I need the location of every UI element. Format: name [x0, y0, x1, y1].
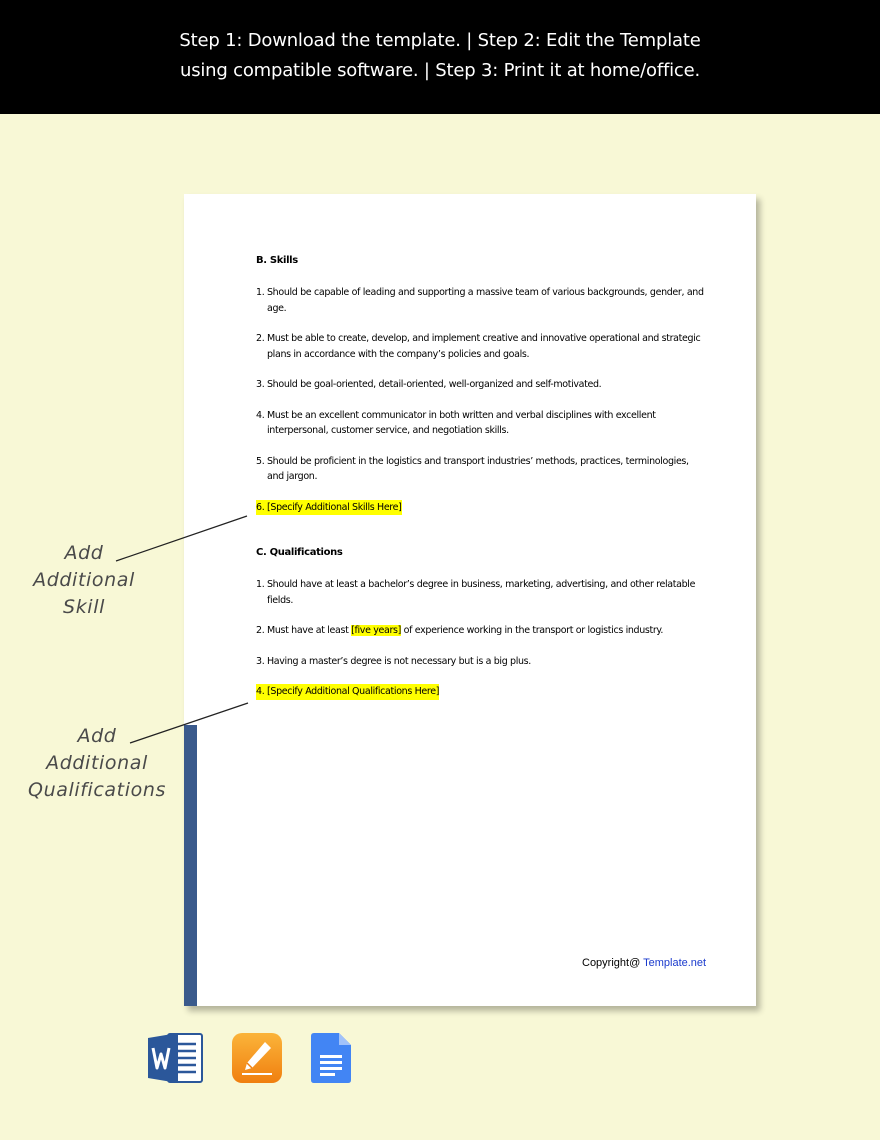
- document-body: [256, 254, 716, 700]
- item-number: 1.: [256, 287, 265, 298]
- item-line: fields.: [267, 594, 294, 606]
- item-text: [267, 285, 716, 316]
- item-number: 2.: [256, 625, 265, 636]
- banner-line-1: Step 1: Download the template. | Step 2: Edit the Template: [179, 30, 701, 51]
- item-text-before: Must have at least: [267, 625, 352, 636]
- item-number: 3.: [256, 379, 265, 390]
- item-text-after: of experience working in the transport or logistics industry.: [401, 625, 664, 636]
- annotation-line: Add: [77, 725, 117, 747]
- annotation-line: Skill: [63, 596, 105, 618]
- copyright-label: Copyright@: [582, 957, 644, 969]
- item-text: [267, 577, 716, 608]
- qualification-item-1: [256, 577, 716, 608]
- item-number: 2.: [256, 333, 265, 344]
- item-line: plans in accordance with the company’s policies and goals.: [267, 348, 530, 360]
- item-line: Should be capable of leading and supporting a massive team of various backgrounds, gender, and: [267, 287, 704, 298]
- highlighted-placeholder: [256, 500, 402, 516]
- item-line: Should be proficient in the logistics and transport industries’ methods, practices, terminologies,: [267, 455, 689, 467]
- instruction-banner: [0, 0, 880, 114]
- highlighted-value: [five years]: [351, 625, 401, 636]
- qualification-item-2: [256, 623, 716, 639]
- item-line: and jargon.: [267, 471, 318, 482]
- highlighted-placeholder: [256, 684, 439, 700]
- add-qualifications-annotation: [12, 723, 182, 804]
- item-text: Having a master’s degree is not necessary but is a big plus.: [267, 655, 531, 667]
- item-text: [267, 331, 716, 362]
- annotation-line: Additional: [46, 752, 148, 774]
- item-number: 1.: [256, 579, 265, 590]
- banner-line-2: using compatible software. | Step 3: Print it at home/office.: [180, 60, 700, 81]
- copyright-brand-link[interactable]: Template.net: [643, 957, 707, 969]
- item-number: 4.: [256, 409, 265, 421]
- qualification-item-3: [256, 654, 716, 670]
- skill-item-2: [256, 331, 716, 362]
- document-preview: [184, 194, 756, 1006]
- item-text: [267, 623, 716, 639]
- item-text: [Specify Additional Qualifications Here]: [267, 686, 440, 697]
- qualification-item-4-placeholder: [256, 684, 716, 700]
- qualifications-heading: C. Qualifications: [256, 547, 343, 558]
- copyright-notice: [582, 957, 706, 969]
- annotation-line: Add: [64, 542, 104, 564]
- skill-item-4: [256, 408, 716, 439]
- item-number: 3.: [256, 655, 265, 667]
- microsoft-word-icon[interactable]: [148, 1032, 204, 1084]
- google-docs-icon[interactable]: [311, 1033, 351, 1083]
- skill-item-6-placeholder: [256, 500, 716, 516]
- skill-item-5: [256, 454, 716, 485]
- item-text: [267, 454, 716, 485]
- apple-pages-icon[interactable]: [232, 1033, 282, 1083]
- skills-heading: B. Skills: [256, 255, 298, 266]
- side-accent-bar: [184, 725, 197, 1006]
- add-skill-annotation: [14, 540, 154, 621]
- item-line: age.: [267, 302, 287, 314]
- item-line: Must be an excellent communicator in both written and verbal disciplines with excellent: [267, 409, 656, 421]
- item-line: Must be able to create, develop, and implement creative and innovative operational and strategic: [267, 333, 701, 344]
- item-number: 4.: [256, 686, 265, 697]
- skill-item-1: [256, 285, 716, 316]
- annotation-line: Qualifications: [28, 779, 166, 801]
- skill-item-3: [256, 377, 716, 393]
- item-number: 6.: [256, 501, 265, 513]
- item-text: [Specify Additional Skills Here]: [267, 501, 402, 513]
- item-number: 5.: [256, 455, 265, 467]
- annotation-line: Additional: [33, 569, 135, 591]
- item-line: Should have at least a bachelor’s degree in business, marketing, advertising, and other relatable: [267, 579, 696, 590]
- item-line: interpersonal, customer service, and negotiation skills.: [267, 425, 509, 436]
- item-text: [267, 408, 716, 439]
- item-text: Should be goal-oriented, detail-oriented, well-organized and self-motivated.: [267, 379, 602, 390]
